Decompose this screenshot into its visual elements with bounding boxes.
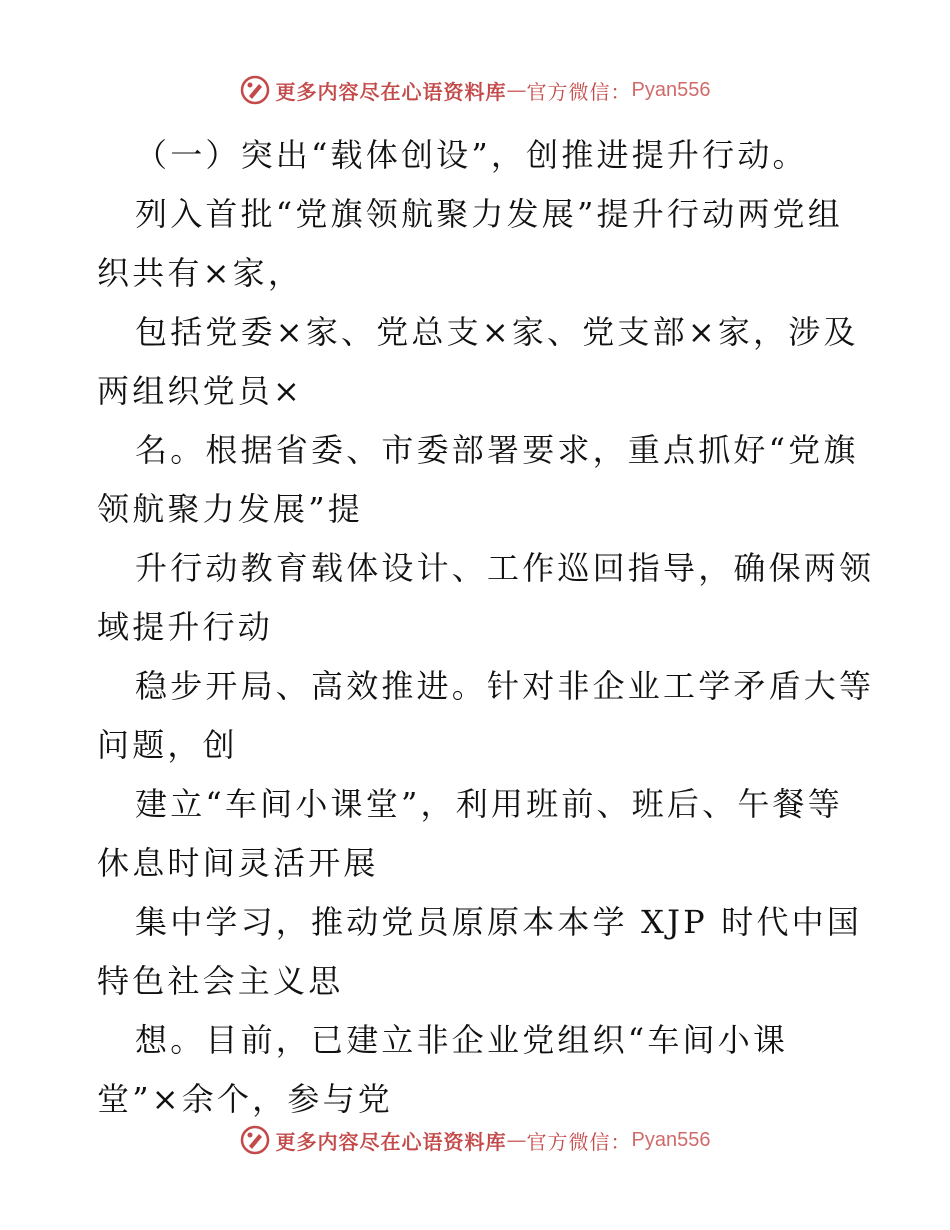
text-line: 两组织党员×	[97, 372, 304, 410]
text-line: 名。根据省委、市委部署要求，重点抓好“党旗	[135, 431, 859, 469]
text-line: 问题，创	[97, 726, 238, 764]
text-line: 织共有×家，	[97, 254, 304, 292]
text-line: 列入首批“党旗领航聚力发展”提升行动两党组	[135, 195, 843, 233]
header-watermark	[0, 70, 950, 110]
text-line: 稳步开局、高效推进。针对非企业工学矛盾大等	[135, 667, 875, 705]
text-line: 领航聚力发展”提	[97, 490, 363, 528]
text-line: 域提升行动	[97, 608, 274, 646]
text-line: 堂”×余个，参与党	[97, 1080, 393, 1118]
text-line: 建立“车间小课堂”，利用班前、班后、午餐等	[135, 785, 843, 823]
watermark-id: Pyan556	[631, 78, 711, 101]
text-line: 特色社会主义思	[97, 962, 344, 1000]
watermark-separator: —	[506, 78, 527, 102]
watermark-separator: —	[506, 1128, 527, 1152]
text-line: （一）突出“载体创设”，创推进提升行动。	[135, 136, 808, 174]
footer-watermark	[0, 1120, 950, 1160]
watermark-id: Pyan556	[631, 1128, 711, 1151]
watermark-main-text: 更多内容尽在心语资料库	[275, 1129, 507, 1154]
text-line: 包括党委×家、党总支×家、党支部×家，涉及	[135, 313, 859, 351]
watermark-label: 官方微信：	[526, 1129, 632, 1154]
pen-seal-icon	[240, 1125, 270, 1155]
pen-seal-icon	[240, 75, 270, 105]
document-body	[97, 126, 875, 1129]
watermark-label: 官方微信：	[526, 79, 632, 104]
text-line: 想。目前，已建立非企业党组织“车间小课	[135, 1021, 789, 1059]
text-line: 升行动教育载体设计、工作巡回指导，确保两领	[135, 549, 875, 587]
text-line: 休息时间灵活开展	[97, 844, 379, 882]
text-line: 集中学习，推动党员原原本本学 XJP 时代中国	[135, 903, 863, 941]
watermark-main-text: 更多内容尽在心语资料库	[275, 79, 507, 104]
